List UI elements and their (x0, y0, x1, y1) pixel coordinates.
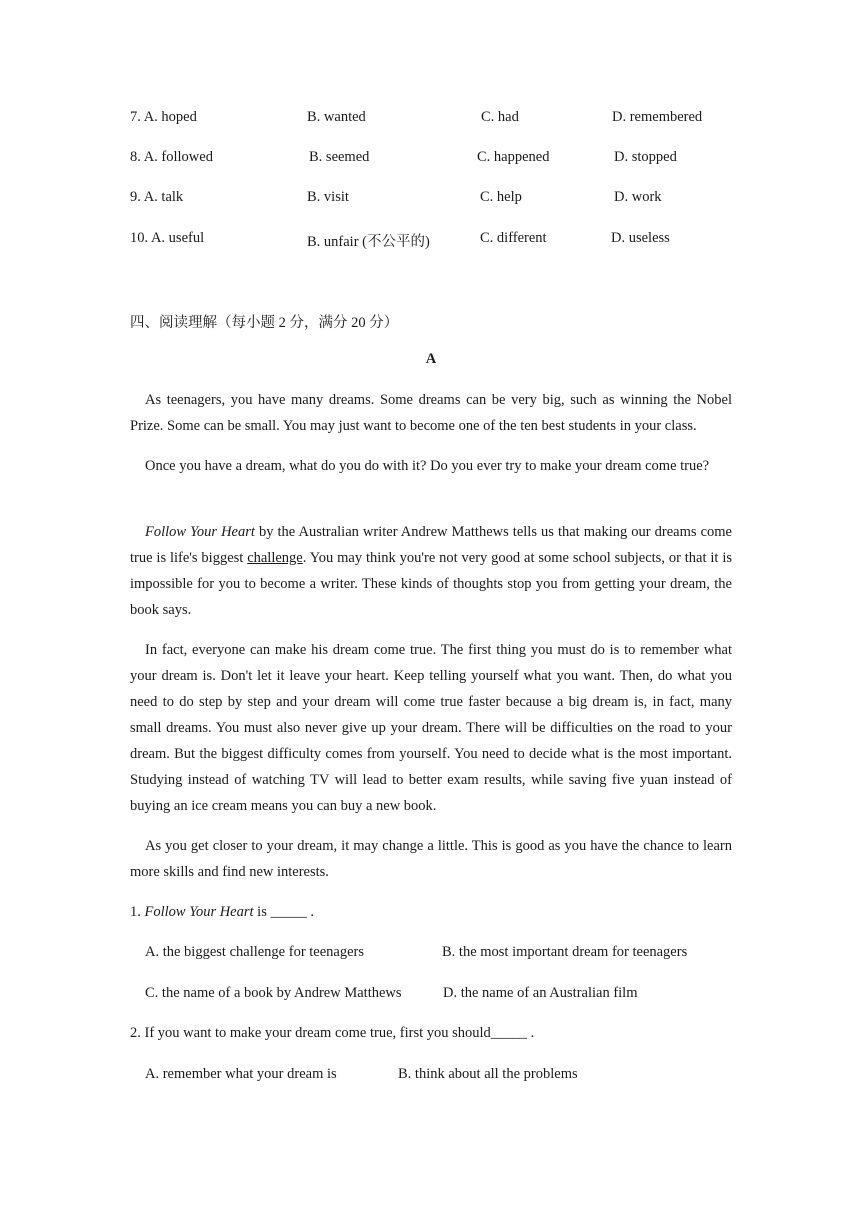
question-1-option-c: C. the name of a book by Andrew Matthews (145, 985, 402, 1001)
option-8d: D. stopped (614, 149, 677, 165)
question-1-option-a: A. the biggest challenge for teenagers (145, 944, 365, 960)
option-9a: 9. A. talk (130, 189, 184, 205)
passage-paragraph-5: As you get closer to your dream, it may change a little. This is good as you have the chance to learn more skills and find new interests. (130, 838, 732, 880)
underlined-word: challenge (247, 550, 303, 566)
question-2-option-a: A. remember what your dream is (145, 1066, 337, 1082)
passage-paragraph-4: In fact, everyone can make his dream come true. The first thing you must do is to remember what your dream is. Don't let it leave your heart. Keep telling yourself what you want. Then, do what you need to do step by step and your dream will come true faster because a big dream is, in fact, many small dreams. You must also never give up your dream. There will be difficulties on the road to your dream. But the biggest difficulty comes from yourself. You need to decide what is the most important. Studying instead of watching TV will lead to better exam results, while saving five yuan instead of buying an ice cream means you can buy a new book. (130, 642, 732, 814)
question-2-option-b: B. think about all the problems (398, 1066, 578, 1082)
passage-paragraph-1: As teenagers, you have many dreams. Some dreams can be very big, such as winning the Nobel Prize. Some can be small. You may just want to become one of the ten best students in your class. (130, 392, 732, 434)
question-1-option-b: B. the most important dream for teenagers (442, 944, 688, 960)
option-8a: 8. A. followed (130, 149, 213, 165)
section-heading: 四、阅读理解（每小题 2 分，满分 20 分） (130, 315, 399, 331)
paragraph-3-text-b: . You may think you're not very good at some school subjects, or that it is impossible for you to become a writer. These kinds of thoughts stop you from getting your dream, the book says. (130, 550, 732, 618)
option-7a: 7. A. hoped (130, 109, 197, 125)
option-9d: D. work (614, 189, 662, 205)
option-9c: C. help (480, 189, 522, 205)
book-title: Follow Your Heart (145, 524, 255, 540)
question-1-suffix: is _____ . (253, 904, 314, 920)
option-10c: C. different (480, 230, 547, 246)
paragraph-3-text-a: by the Australian writer Andrew Matthews tells us that making our dreams come true is life's biggest (130, 524, 732, 566)
option-10a: 10. A. useful (130, 230, 205, 246)
option-10d: D. useless (611, 230, 670, 246)
option-10b: B. unfair (不公平的) (307, 234, 430, 250)
passage-paragraph-3 (130, 519, 732, 623)
option-7d: D. remembered (612, 109, 703, 125)
question-1-prefix: 1. (130, 904, 145, 920)
option-8c: C. happened (477, 149, 550, 165)
option-8b: B. seemed (309, 149, 370, 165)
question-2-stem: 2. If you want to make your dream come true, first you should_____ . (130, 1025, 535, 1041)
question-1-title: Follow Your Heart (144, 904, 254, 920)
passage-paragraph-2: Once you have a dream, what do you do with it? Do you ever try to make your dream come true? (145, 458, 710, 474)
option-9b: B. visit (307, 189, 349, 205)
option-7c: C. had (481, 109, 519, 125)
passage-label: A (425, 351, 437, 367)
question-1-option-d: D. the name of an Australian film (443, 985, 638, 1001)
option-7b: B. wanted (307, 109, 366, 125)
question-1-stem (130, 904, 314, 921)
